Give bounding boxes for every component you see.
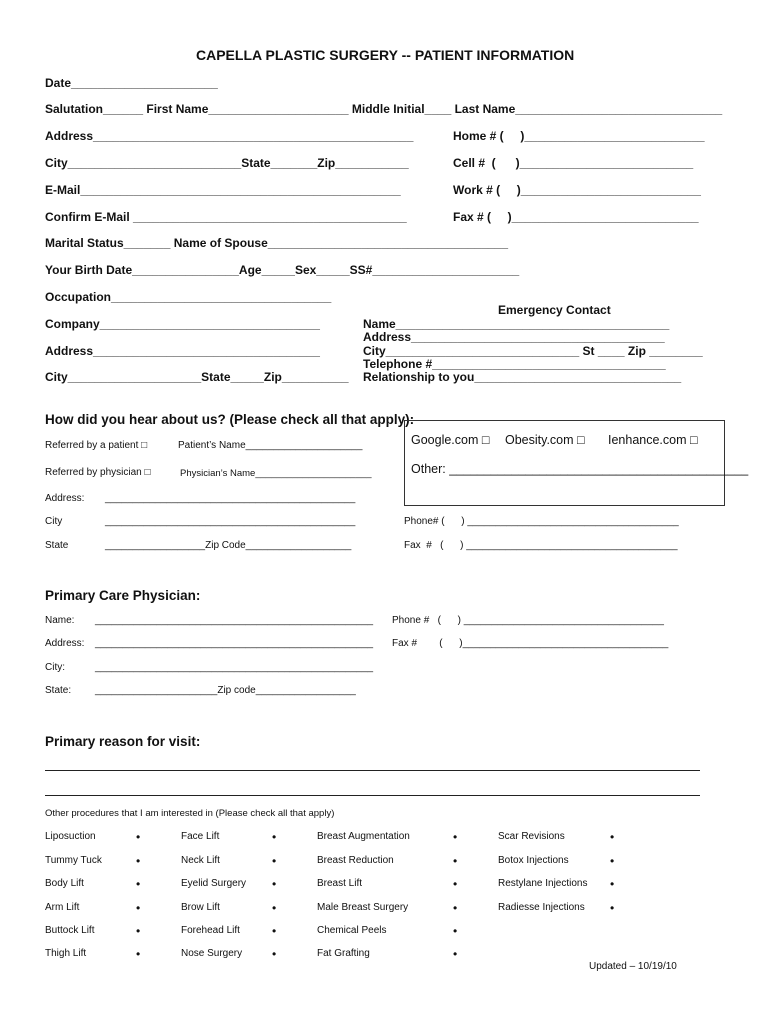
procedure-checkbox-bullet[interactable]: • [272,877,277,891]
pcp-name-field[interactable]: __________________________________________________ [95,615,374,626]
birth-date-field[interactable]: Your Birth Date________________Age_____Sex_____SS#______________________ [45,263,520,277]
city-state-zip-field[interactable]: City__________________________State_______Zip___________ [45,156,409,170]
referred-by-physician-checkbox[interactable]: Referred by physician □ [45,467,151,478]
pcp-city-field[interactable]: __________________________________________________ [95,662,374,673]
procedure-label: Male Breast Surgery [317,902,409,913]
procedure-checkbox-bullet[interactable]: • [136,877,141,891]
procedure-label: Scar Revisions [498,831,565,842]
procedure-label: Arm Lift [45,902,80,913]
emergency-contact-heading: Emergency Contact [498,303,611,317]
procedure-checkbox-bullet[interactable]: • [136,830,141,844]
visit-reason-line-2[interactable] [45,795,700,796]
procedure-label: Nose Surgery [181,948,243,959]
google-checkbox[interactable]: Google.com □ [411,433,490,447]
occupation-field[interactable]: Occupation_________________________________ [45,290,332,304]
cell-phone-field[interactable]: Cell # ( )__________________________ [453,156,694,170]
date-field[interactable]: Date______________________ [45,76,218,90]
pcp-name-label: Name: [45,615,75,626]
pcp-address-label: Address: [45,638,85,649]
procedure-checkbox-bullet[interactable]: • [453,947,458,961]
emergency-city-field[interactable]: City_____________________________ St ____ Zip ________ [363,344,703,358]
pcp-state-zip-field[interactable]: ______________________Zip code__________________ [95,685,356,696]
referral-city-field[interactable]: _____________________________________________ [105,516,356,527]
referral-fax-field[interactable]: Fax # ( ) ______________________________________ [404,540,678,551]
procedures-intro: Other procedures that I am interested in (Please check all that apply) [45,808,335,819]
procedure-label: Eyelid Surgery [181,878,247,889]
referral-state-label: State [45,540,69,551]
obesity-checkbox[interactable]: Obesity.com □ [505,433,585,447]
page-title: CAPELLA PLASTIC SURGERY -- PATIENT INFORMATION [196,47,575,63]
other-source-field[interactable]: Other: ___________________________________________ [411,462,749,476]
procedure-label: Breast Lift [317,878,363,889]
procedure-checkbox-bullet[interactable]: • [610,901,615,915]
procedure-checkbox-bullet[interactable]: • [136,854,141,868]
work-phone-field[interactable]: Work # ( )___________________________ [453,183,701,197]
procedure-label: Neck Lift [181,855,220,866]
procedure-checkbox-bullet[interactable]: • [272,924,277,938]
referral-address-field[interactable]: _____________________________________________ [105,493,356,504]
procedure-checkbox-bullet[interactable]: • [610,854,615,868]
updated-date: Updated – 10/19/10 [589,961,677,972]
procedure-checkbox-bullet[interactable]: • [610,830,615,844]
procedure-checkbox-bullet[interactable]: • [272,854,277,868]
fax-field[interactable]: Fax # ( )____________________________ [453,210,699,224]
referral-address-label: Address: [45,493,85,504]
referral-city-label: City [45,516,63,527]
procedure-label: Forehead Lift [181,925,240,936]
procedure-checkbox-bullet[interactable]: • [136,924,141,938]
home-phone-field[interactable]: Home # ( )___________________________ [453,129,705,143]
work-city-state-zip-field[interactable]: City____________________State_____Zip__________ [45,370,349,384]
referred-by-patient-checkbox[interactable]: Referred by a patient □ [45,440,148,451]
procedure-checkbox-bullet[interactable]: • [136,947,141,961]
emergency-relationship-field[interactable]: Relationship to you_______________________________ [363,370,682,384]
email-field[interactable]: E-Mail________________________________________________ [45,183,401,197]
emergency-telephone-field[interactable]: Telephone #___________________________________ [363,357,666,371]
procedure-checkbox-bullet[interactable]: • [136,901,141,915]
pcp-state-label: State: [45,685,72,696]
procedure-checkbox-bullet[interactable]: • [453,877,458,891]
procedure-checkbox-bullet[interactable]: • [453,830,458,844]
procedure-checkbox-bullet[interactable]: • [453,901,458,915]
procedure-label: Liposuction [45,831,96,842]
physician-name-field[interactable]: Physician’s Name______________________ [180,468,372,479]
referral-heading: How did you hear about us? (Please check all that apply): [45,412,415,427]
procedure-label: Fat Grafting [317,948,370,959]
emergency-name-field[interactable]: Name_________________________________________ [363,317,670,331]
patient-name-field[interactable]: Patient’s Name_____________________ [178,440,363,451]
procedure-checkbox-bullet[interactable]: • [453,924,458,938]
pcp-fax-field[interactable]: Fax # ( )_____________________________________ [392,638,669,649]
procedure-checkbox-bullet[interactable]: • [272,901,277,915]
visit-reason-heading: Primary reason for visit: [45,734,201,749]
address-field[interactable]: Address________________________________________________ [45,129,414,143]
marital-status-field[interactable]: Marital Status_______ Name of Spouse____________________________________ [45,236,509,250]
procedure-checkbox-bullet[interactable]: • [453,854,458,868]
referral-state-zip-field[interactable]: __________________Zip Code___________________ [105,540,352,551]
procedure-label: Body Lift [45,878,84,889]
company-field[interactable]: Company_________________________________ [45,317,320,331]
procedure-checkbox-bullet[interactable]: • [610,877,615,891]
procedure-label: Botox Injections [498,855,569,866]
pcp-address-field[interactable]: __________________________________________________ [95,638,374,649]
name-row-fields[interactable]: Salutation______ First Name_____________________ Middle Initial____ Last Name_______________________________ [45,102,723,116]
pcp-phone-field[interactable]: Phone # ( ) ____________________________________ [392,615,664,626]
procedure-label: Radiesse Injections [498,902,585,913]
ienhance-checkbox[interactable]: Ienhance.com □ [608,433,698,447]
emergency-address-field[interactable]: Address______________________________________ [363,330,665,344]
procedure-label: Chemical Peels [317,925,387,936]
pcp-heading: Primary Care Physician: [45,588,201,603]
procedure-label: Brow Lift [181,902,220,913]
procedure-label: Buttock Lift [45,925,95,936]
work-address-field[interactable]: Address__________________________________ [45,344,320,358]
pcp-city-label: City: [45,662,65,673]
procedure-label: Thigh Lift [45,948,87,959]
procedure-checkbox-bullet[interactable]: • [272,830,277,844]
procedure-label: Face Lift [181,831,220,842]
procedure-label: Tummy Tuck [45,855,102,866]
referral-phone-field[interactable]: Phone# ( ) ______________________________________ [404,516,679,527]
procedure-label: Breast Augmentation [317,831,410,842]
procedure-checkbox-bullet[interactable]: • [272,947,277,961]
confirm-email-field[interactable]: Confirm E-Mail _________________________________________ [45,210,407,224]
procedure-label: Breast Reduction [317,855,394,866]
procedure-label: Restylane Injections [498,878,588,889]
visit-reason-line-1[interactable] [45,770,700,771]
